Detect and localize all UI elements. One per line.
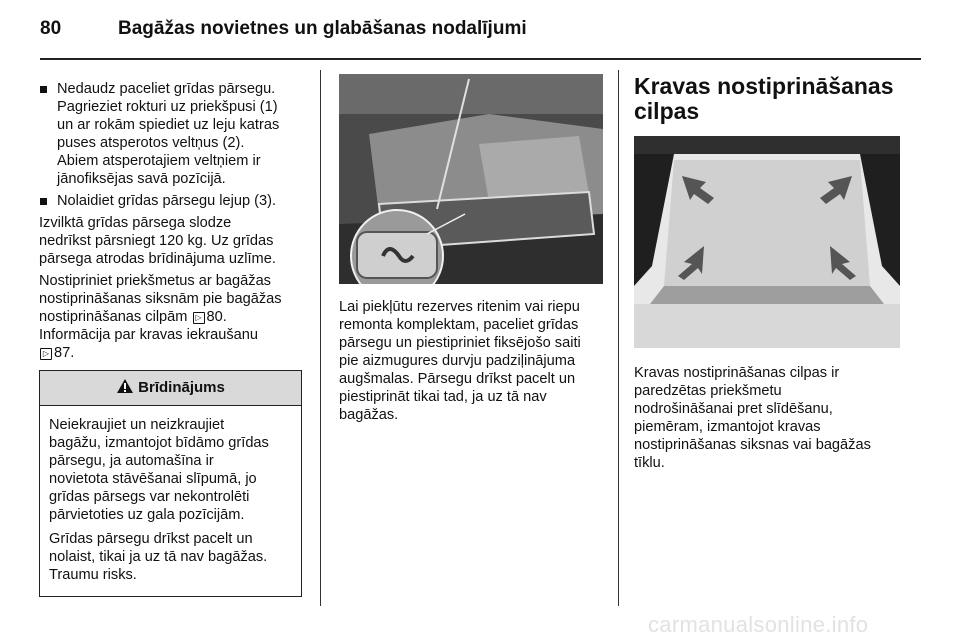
text-line — [39, 308, 307, 326]
text-line: jānofiksējas savā pozīcijā. — [57, 171, 226, 187]
section-heading — [634, 74, 904, 124]
text-line: piestiprināt tikai tad, ja uz tā nav — [339, 389, 547, 405]
text-line: piemēram, izmantojot kravas — [634, 419, 821, 435]
text-line: remonta komplektam, paceliet grīdas — [339, 317, 579, 333]
text-line: pārsegu un piestipriniet fiksējošo saiti — [339, 335, 581, 351]
text-line: Nostipriniet priekšmetus ar bagāžas — [39, 273, 271, 289]
page-ref-link[interactable]: 87. — [54, 345, 75, 361]
column-left — [39, 80, 307, 597]
text-line: grīdas pārsegs var nekontrolēti — [49, 489, 250, 505]
text-line: Informācija par kravas iekraušanu — [39, 327, 259, 343]
paragraph-lashing — [39, 272, 307, 362]
text-line: Neiekraujiet un neizkraujiet — [49, 417, 225, 433]
header-rule — [40, 58, 921, 60]
paragraph-load-limit — [39, 214, 307, 268]
text-line: novietota stāvēšanai slīpumā, jo — [49, 471, 257, 487]
text-line: Abiem atsperotajiem veltņiem ir — [57, 153, 261, 169]
text-line: Izvilktā grīdas pārsega slodze — [39, 215, 232, 231]
page-ref-link[interactable]: 80. — [206, 309, 227, 325]
text-line: augšmalas. Pārsegu drīkst pacelt un — [339, 371, 576, 387]
page-ref-arrow-icon: ▷ — [40, 348, 52, 360]
text-line: pārvietoties uz gala pozīcijām. — [49, 507, 245, 523]
text-line: pie aizmugures durvju padziļinājuma — [339, 353, 576, 369]
text-line: paredzētas priekšmetu — [634, 383, 782, 399]
text-line: bagāžu, izmantojot bīdāmo grīdas — [49, 435, 269, 451]
text-line: nedrīkst pārsniegt 120 kg. Uz grīdas — [39, 233, 274, 249]
text-line: puses atsperotos veltņus (2). — [57, 135, 245, 151]
lashing-eyes-photo — [634, 136, 900, 348]
text-line: pārsega atrodas brīdinājuma uzlīme. — [39, 251, 276, 267]
text-line: Nolaidiet grīdas pārsegu lejup (3). — [57, 193, 277, 209]
column-right — [634, 74, 904, 476]
text-line: pārsegu, ja automašīna ir — [49, 453, 214, 469]
text-line: nostiprināšanas siksnas vai bagāžas — [634, 437, 871, 453]
page-number: 80 — [40, 18, 62, 39]
text-line: Lai piekļūtu rezerves ritenim vai riepu — [339, 299, 580, 315]
paragraph-lashing-eyes — [634, 364, 904, 472]
column-divider-1 — [320, 70, 321, 606]
text-line: Nedaudz paceliet grīdas pārsegu. — [57, 81, 276, 97]
text-line: Pagrieziet rokturi uz priekšpusi (1) — [57, 99, 278, 115]
text-line — [39, 344, 307, 362]
bullet-lower-cover — [39, 192, 307, 210]
heading-line: Kravas nostiprināšanas — [634, 73, 894, 99]
heading-line: cilpas — [634, 98, 700, 124]
watermark: carmanualsonline.info — [648, 612, 869, 637]
warning-title: Brīdinājums — [138, 379, 225, 396]
text-line: Traumu risks. — [49, 567, 137, 583]
bullet-icon — [40, 198, 47, 205]
floor-cover-photo — [339, 74, 603, 284]
text-line: nostiprināšanas siksnām pie bagāžas — [39, 291, 282, 307]
warning-box — [39, 370, 302, 597]
bullet-raise-cover — [39, 80, 307, 188]
warning-body — [40, 406, 301, 596]
paragraph-spare-wheel-access — [339, 298, 603, 424]
page-ref-arrow-icon: ▷ — [193, 312, 205, 324]
text-line: Kravas nostiprināšanas cilpas ir — [634, 365, 840, 381]
text-line: un ar rokām spiediet uz leju katras — [57, 117, 280, 133]
text-line: nolaist, tikai ja uz tā nav bagāžas. — [49, 549, 268, 565]
column-divider-2 — [618, 70, 619, 606]
text-line: bagāžas. — [339, 407, 399, 423]
warning-triangle-icon — [116, 378, 134, 394]
bullet-icon — [40, 86, 47, 93]
text-line: tīklu. — [634, 455, 665, 471]
warning-header — [40, 371, 301, 406]
text-line: nodrošināšanai pret slīdēšanu, — [634, 401, 833, 417]
column-middle — [339, 74, 603, 428]
page-title: Bagāžas novietnes un glabāšanas nodalījumi — [118, 18, 527, 39]
text-line: Grīdas pārsegu drīkst pacelt un — [49, 531, 253, 547]
ref-text: nostiprināšanas cilpām — [39, 309, 188, 325]
